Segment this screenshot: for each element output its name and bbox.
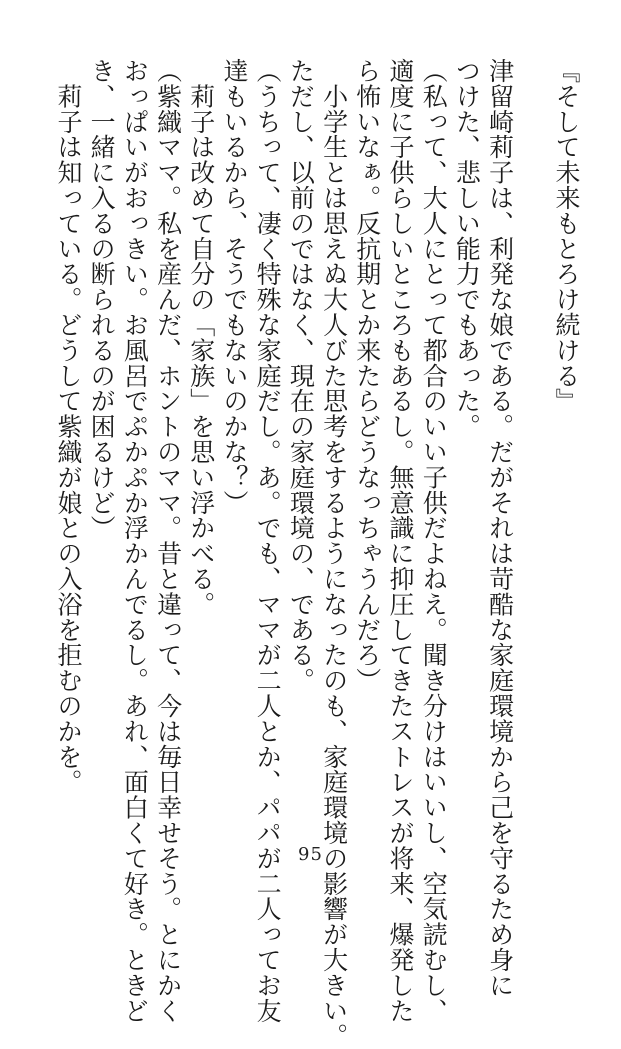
- text-line: ただし、以前のではなく、現在の家庭環境の、である。: [286, 58, 316, 693]
- page-number: 95: [298, 844, 323, 865]
- text-line: き、一緒に入るの断られるのが困るけど）: [87, 58, 117, 541]
- text-line: [517, 58, 550, 818]
- text-line: つけた、悲しい能力でもあった。: [452, 58, 482, 439]
- text-line: 達もいるから、そうでもないのかな？）: [219, 58, 249, 516]
- text-line: （私って、大人にとって都合のいい子供だよねえ。聞き分けはいいし、空気読むし、: [419, 58, 449, 1024]
- text-line: （紫織ママ。私を産んだ、ホントのママ。昔と違って、今は毎日幸せそう。とにかく: [153, 58, 183, 1024]
- text-line: おっぱいがおっきい。お風呂でぷかぷか浮かんでるし。あれ、面白くて好き。ときど: [120, 58, 150, 1024]
- text-line: （うちって、凄く特殊な家庭だし。あ。でも、ママが二人とか、パパが二人ってお友: [253, 58, 283, 1024]
- text-line: 莉子は知っている。どうして紫織が娘との入浴を拒むのかを。: [53, 58, 83, 795]
- text-line: ら怖いなぁ。反抗期とか来たらどうなっちゃうんだろ）: [352, 58, 382, 693]
- text-line: 『そして未来もとろけ続ける』: [552, 58, 581, 414]
- text-line: 小学生とは思えぬ大人びた思考をするようになったのも、家庭環境の影響が大きい。: [319, 58, 349, 1049]
- text-line: 津留崎莉子は、利発な娘である。だがそれは苛酷な家庭環境から己を守るため身に: [485, 58, 515, 998]
- text-line: 適度に子供らしいところもあるし。無意識に抑圧してきたストレスが将来、爆発した: [385, 58, 415, 1024]
- text-line: 莉子は改めて自分の「家族」を思い浮かべる。: [186, 58, 216, 617]
